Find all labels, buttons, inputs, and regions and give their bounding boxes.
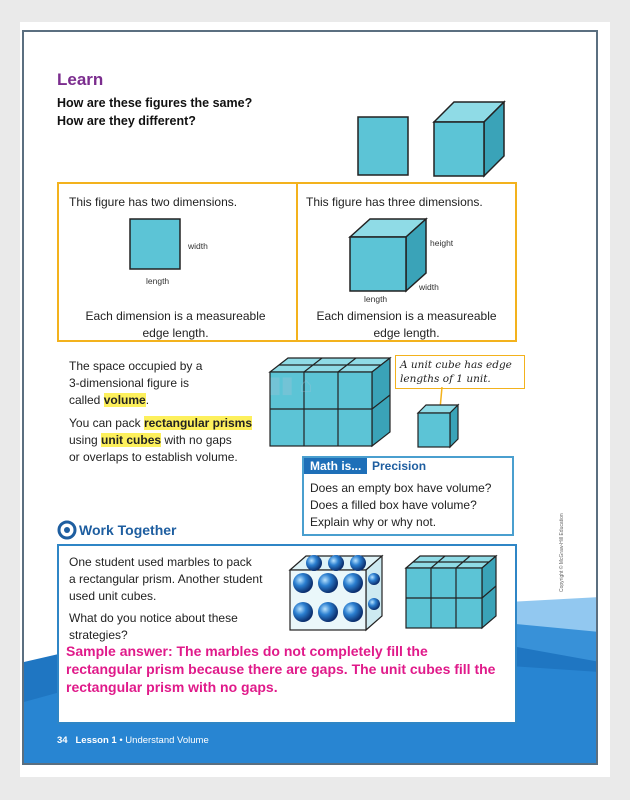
- math-is-topic: Precision: [372, 459, 427, 473]
- unit-note-line2: lengths of 1 unit.: [400, 373, 491, 385]
- three-d-length-label: length: [364, 294, 388, 304]
- unit-cubes-term: unit cubes: [101, 433, 162, 447]
- copyright-text: Copyright © McGraw-Hill Education: [559, 513, 565, 592]
- pack-prefix: You can pack: [69, 416, 144, 430]
- three-d-note-line2: edge length.: [373, 326, 440, 340]
- work-together-line5: strategies?: [69, 628, 128, 642]
- textbook-page: [22, 30, 598, 765]
- volume-text-line1: The space occupied by a: [69, 359, 203, 373]
- no-gaps-suffix: with no gaps: [161, 433, 232, 447]
- two-d-note-line1: Each dimension is a measureable: [85, 309, 266, 323]
- three-d-caption: This figure has three dimensions.: [306, 195, 483, 209]
- work-together-icon: [57, 520, 77, 540]
- math-is-tag: Math is...: [304, 458, 367, 474]
- unit-note-line1: A unit cube has edge: [400, 359, 512, 371]
- two-d-square: [124, 217, 194, 277]
- single-unit-cube: [414, 387, 464, 452]
- work-together-line2: a rectangular prism. Another student: [69, 572, 263, 586]
- question-same: How are these figures the same?: [57, 96, 253, 110]
- lesson-number: Lesson 1: [75, 735, 117, 746]
- lesson-title: Understand Volume: [125, 735, 209, 746]
- volume-text-line6: or overlaps to establish volume.: [69, 450, 238, 464]
- learn-title: Learn: [57, 70, 104, 89]
- volume-term: volume: [103, 393, 146, 407]
- watermark-logo: ▮▮ ⌂: [269, 372, 313, 397]
- three-d-width-label: width: [419, 282, 439, 292]
- footer-separator: •: [119, 735, 123, 746]
- using-prefix: using: [69, 433, 102, 447]
- page-footer: [57, 735, 209, 746]
- three-d-height-label: height: [430, 238, 454, 248]
- math-is-line1: Does an empty box have volume?: [310, 481, 492, 495]
- volume-text-line3: [69, 393, 149, 407]
- marble-filled-prism: [286, 552, 386, 634]
- volume-text-line4: [69, 416, 252, 430]
- sample-answer: Sample answer: The marbles do not completely fill the rectangular prism because there are gaps. The unit cubes fill the rectangular prism with no gaps.: [66, 643, 496, 695]
- page-number: 34: [57, 735, 68, 746]
- unit-cube-note: [395, 355, 525, 389]
- two-d-length-label: length: [146, 276, 170, 286]
- math-is-line2: Does a filled box have volume?: [310, 498, 477, 512]
- rectangular-prisms-term: rectangular prisms: [143, 416, 252, 430]
- math-is-line3: Explain why or why not.: [310, 515, 437, 529]
- work-together-line1: One student used marbles to pack: [69, 555, 252, 569]
- work-together-line3: used unit cubes.: [69, 589, 157, 603]
- question-different: How are they different?: [57, 114, 196, 128]
- volume-prefix: called: [69, 393, 104, 407]
- unit-cube-prism-figure: [266, 354, 396, 454]
- two-d-note-line2: edge length.: [142, 326, 209, 340]
- work-together-line4: What do you notice about these: [69, 611, 238, 625]
- volume-suffix: .: [145, 393, 150, 407]
- cube-figure: [434, 102, 504, 176]
- three-d-note-line1: Each dimension is a measureable: [316, 309, 497, 323]
- square-figure: [358, 117, 408, 175]
- volume-text-line5: [69, 433, 232, 447]
- square-and-cube-figures: [354, 92, 524, 182]
- work-together-title: Work Together: [79, 522, 177, 538]
- two-d-width-label: width: [188, 241, 208, 251]
- two-d-caption: This figure has two dimensions.: [69, 195, 238, 209]
- unit-cube-filled-prism: [402, 552, 502, 634]
- volume-text-line2: 3-dimensional figure is: [69, 376, 190, 390]
